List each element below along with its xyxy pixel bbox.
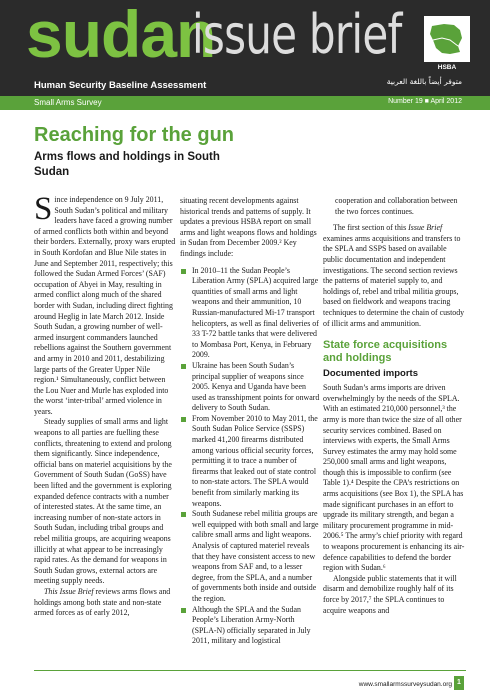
drop-cap: S (34, 191, 53, 227)
list-item (180, 414, 320, 509)
footer (0, 672, 490, 695)
masthead-title-issue-brief: issue brief (192, 3, 402, 66)
bullet-square-icon (181, 417, 186, 422)
paragraph-disarm: Alongside public statements that it will disarm and demobilize roughly half of its force by 2017,⁷ the SPLA continues to acquire weapons and (323, 573, 457, 615)
intro-paragraph (34, 191, 176, 417)
website-link[interactable]: www.smallarmssurveysudan.org (358, 681, 452, 688)
bullet-square-icon (181, 512, 186, 517)
page-number: 1 (454, 676, 464, 690)
subsection-heading: Documented imports (323, 368, 419, 380)
logo-label: HSBA (437, 64, 457, 71)
masthead (0, 0, 490, 96)
footer-divider (34, 670, 466, 671)
bullet-text: Ukraine has been South Sudan’s principal supplier of weapons since 2005. Kenya and Uganda have been used as transshipment points for onward delivery to South Sudan. (192, 360, 320, 413)
bullet-square-icon (181, 364, 186, 369)
arabic-availability-note: متوفر أيضاً باللغة العربية (386, 77, 462, 86)
scope-text: reviews arms flows and holdings among both state and non-state armed forces as of early 2012, (34, 586, 171, 618)
list-item (180, 605, 320, 647)
sudan-map-icon (424, 16, 470, 62)
issue-brief-italic: This Issue Brief (44, 586, 94, 596)
paragraph-issue-brief-scope (34, 587, 176, 619)
paragraph-key-findings-intro: situating recent developments against historical trends and patterns of supply. It updates a previous HSBA report on small arms and light weapons flows and holdings in Sudan from December 2009.² Key findings include: (180, 196, 317, 258)
list-item (180, 361, 320, 414)
structure-text-a: The first section of this (333, 223, 409, 233)
paragraph-arms-supplies: Steady supplies of small arms and light weapons to all parties are fuelling these conflicts, threatening to extend and prolong them significantly. Since independence, official bans on materiel acquisitions by the Government of South Sudan (GoSS) have been lifted and the government is exploring expanded defence contracts with a number of interested states. At the same time, an increasing number of non-state actors in South Sudan, including tribal groups and rebel militia groups, are acquiring weapons illicitly at what appear to be increasingly rapid rates. As the demand for weapons in South Sudan grows, external actors are meeting supply needs. (34, 417, 172, 586)
masthead-title-sudan: sudan (26, 0, 216, 71)
bullet-text: Although the SPLA and the Sudan People’s Liberation Army-North (SPLA-N) officially separated in July 2011, military and logistical (192, 604, 311, 646)
key-findings-list (180, 266, 320, 647)
article-subtitle: Arms flows and holdings in South Sudan (34, 151, 220, 178)
column-2 (180, 196, 320, 647)
paragraph-documented-imports: South Sudan’s arms imports are driven overwhelmingly by the needs of the SPLA. With an estimated 210,000 personnel,³ the army is more than twice the size of all other security services combined. Based on interviews with experts, the Small Arms Survey estimates the army may hold some 250,000 small arms and light weapons, though this is impossible to confirm (see Table 1).⁴ Despite the CPA’s restrictions on arms acquisitions (see Box 1), the SPLA has made significant purchases in an effort to upgrade its military strength, and began a military procurement programme in mid-2006.⁵ The army’s chief priority with regard to weapons procurement is enhancing its air-defence capabilities to defend the border region with Sudan.⁶ (323, 383, 465, 573)
structure-text-b: examines arms acquisitions and transfers to the SPLA and SSPS based on available public documentation and independent investigations. The second section reviews the patterns of materiel supply to, and holdings of, rebel and tribal militia groups, based on fieldwork and weapons tracing techniques to determine the chain of custody of illicit arms and ammunition. (323, 233, 465, 328)
bullet-square-icon (181, 269, 186, 274)
intro-text: ince independence on 9 July 2011, South Sudan’s political and military leaders have faced a growing number of armed conflicts both within and beyond their borders. Externally, proxy wars erupted in South Kordofan and Blue Nile states in June and September 2011, respectively; this followed the Sudan Armed Forces’ (SAF) occupation of Abyei in May, resulting in armed conflict along much of the shared border with Sudan, including direct fighting around Heglig in late March 2012. Inside South Sudan, a growing number of well-armed insurgent commanders launched rebellions against the Southern government and army in 2010 and 2011, destabilizing large parts of the Greater Upper Nile region.¹ Simultaneously, conflict between the Lou Nuer and Murle has exploded into the worst ‘inter-tribal’ armed violence in years. (34, 195, 176, 416)
bullet-square-icon (181, 608, 186, 613)
list-item (180, 266, 320, 361)
bullet-text: From November 2010 to May 2011, the South Sudan Police Service (SSPS) marked 41,200 firearms distributed among various official security forces, permitting it to trace a number of firearms that leaked out of state control to non-state actors. The SPLA would benefit from similarly marking its weapons. (192, 413, 318, 508)
issue-number: Number 19 ■ April 2012 (388, 98, 462, 105)
bullet-text: South Sudanese rebel militia groups are well equipped with both small and large calibre small arms and light weapons. Analysis of captured materiel reveals that they have consistent access to new weapons from SAF and, to a lesser degree, from the SPLA, and a number of governments both inside and outside the region. (192, 509, 319, 603)
article-title: Reaching for the gun (34, 124, 234, 146)
column-3 (323, 196, 465, 616)
paragraph-structure (323, 223, 465, 329)
bullet-text: In 2010–11 the Sudan People’s Liberation Army (SPLA) acquired large quantities of small arms and light weapons and their ammunition, 10 Russian-manufactured Mi-17 transport helicopters, as well as final deliveries of 33 T-72 battle tanks that were delivered to Mombasa Port, Kenya, in February 2009. (192, 265, 319, 360)
list-item (180, 509, 320, 604)
series-name: Small Arms Survey (34, 98, 102, 107)
section-heading: State force acquisitions and holdings (323, 339, 448, 365)
issue-brief-italic: Issue Brief (408, 223, 443, 233)
column-1 (34, 191, 176, 619)
hsba-logo (424, 16, 470, 62)
org-name: Human Security Baseline Assessment (34, 80, 207, 91)
bullet-continuation: cooperation and collaboration between the two forces continues. (335, 196, 458, 216)
